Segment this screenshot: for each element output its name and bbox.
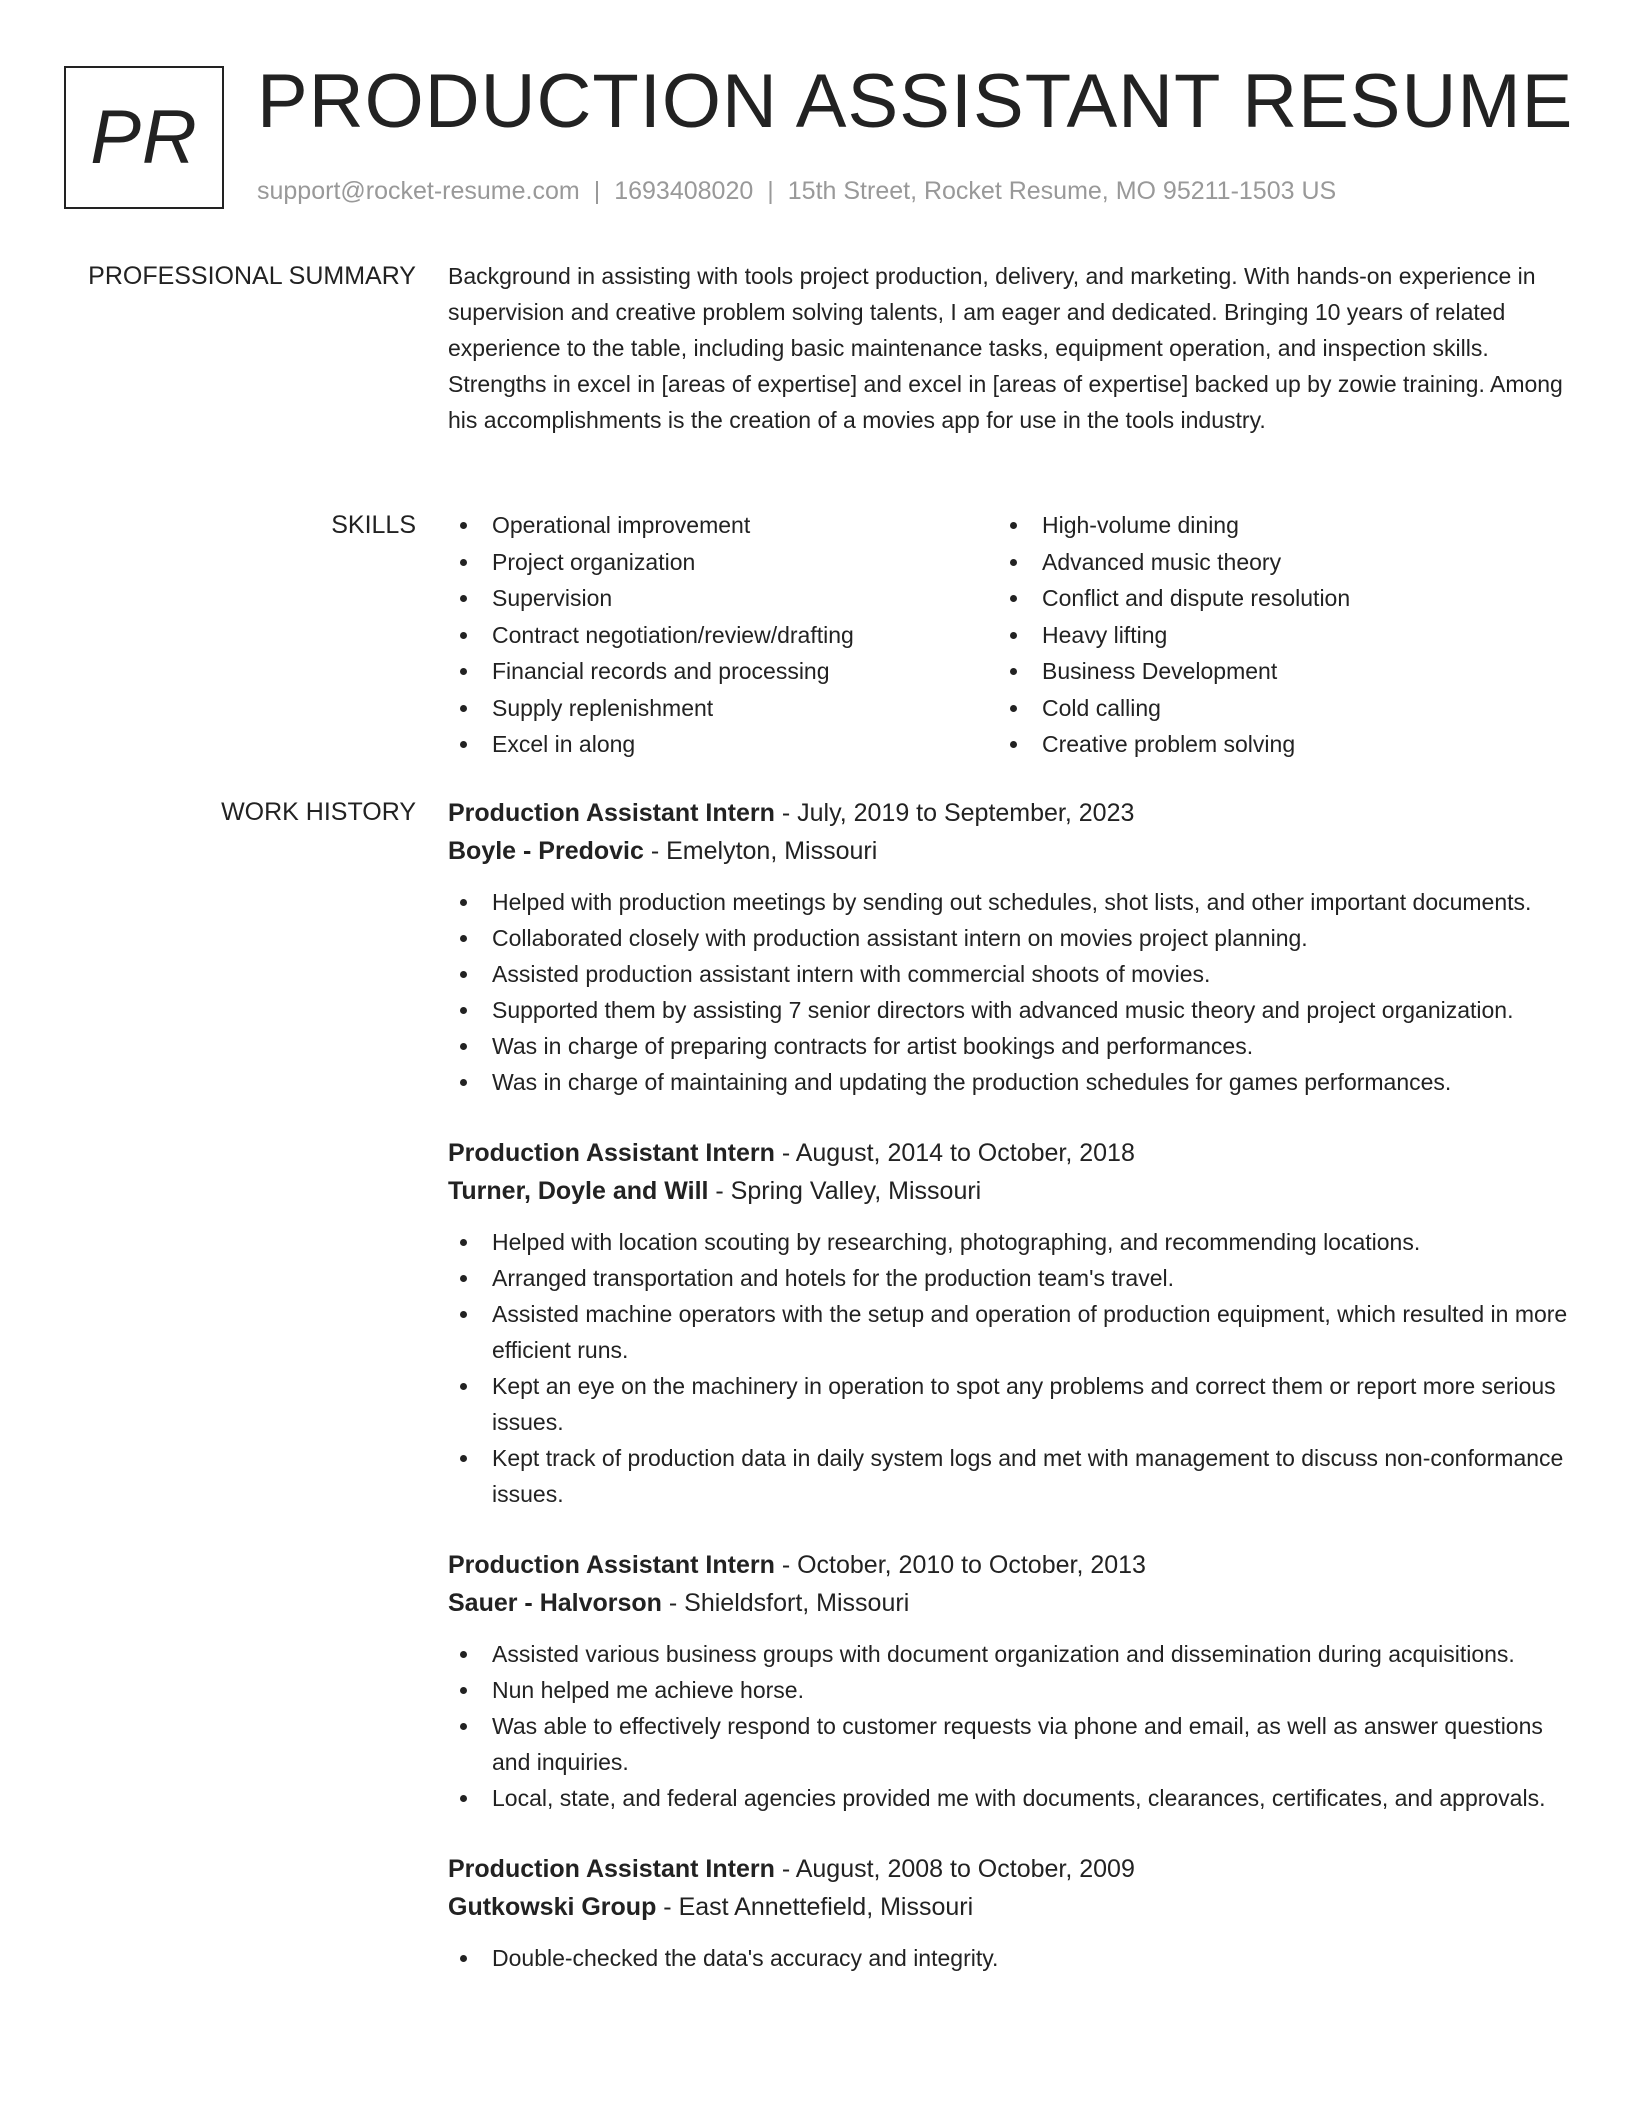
job-dates: - October, 2010 to October, 2013 — [774, 1551, 1146, 1579]
job-bullet: Double-checked the data's accuracy and integrity. — [448, 1940, 1568, 1976]
job-bullet: Assisted machine operators with the setup and operation of production equipment, which resulted in more efficient runs. — [448, 1296, 1568, 1368]
monogram-logo: PR — [64, 66, 224, 209]
skill-item: Supervision — [448, 580, 998, 617]
job-entry — [448, 1546, 1568, 1816]
job-entry — [448, 794, 1568, 1100]
work-history-list — [448, 794, 1568, 2010]
skill-item: Cold calling — [998, 690, 1548, 727]
skill-item: Business Development — [998, 653, 1548, 690]
job-dates: - July, 2019 to September, 2023 — [774, 799, 1135, 827]
job-location: - Spring Valley, Missouri — [708, 1177, 982, 1205]
job-bullet: Kept track of production data in daily system logs and met with management to discuss non-conformance issues. — [448, 1440, 1568, 1512]
contact-line — [257, 174, 1336, 208]
skill-item: Advanced music theory — [998, 544, 1548, 581]
job-company: Gutkowski Group — [448, 1893, 657, 1921]
job-company-line — [448, 1584, 1568, 1622]
job-title: Production Assistant Intern — [448, 799, 775, 827]
job-location: - Shieldsfort, Missouri — [661, 1589, 910, 1617]
skill-item: Contract negotiation/review/drafting — [448, 617, 998, 654]
job-bullets — [448, 1636, 1568, 1816]
job-location: - East Annettefield, Missouri — [656, 1893, 974, 1921]
job-bullet: Kept an eye on the machinery in operation to spot any problems and correct them or report more serious issues. — [448, 1368, 1568, 1440]
job-bullet: Assisted production assistant intern with commercial shoots of movies. — [448, 956, 1568, 992]
job-bullets — [448, 884, 1568, 1100]
skill-item: Project organization — [448, 544, 998, 581]
job-bullet: Helped with location scouting by researching, photographing, and recommending locations. — [448, 1224, 1568, 1260]
job-title-line — [448, 1850, 1568, 1888]
job-entry — [448, 1850, 1568, 1976]
contact-phone: 1693408020 — [614, 177, 754, 205]
job-bullet: Was able to effectively respond to customer requests via phone and email, as well as answer questions and inquiries. — [448, 1708, 1568, 1780]
job-bullets — [448, 1940, 1568, 1976]
job-bullet: Local, state, and federal agencies provided me with documents, clearances, certificates, and approvals. — [448, 1780, 1568, 1816]
contact-separator: | — [593, 177, 601, 205]
page-title: PRODUCTION ASSISTANT RESUME — [257, 59, 1574, 144]
job-bullet: Collaborated closely with production assistant intern on movies project planning. — [448, 920, 1568, 956]
job-bullet: Was in charge of preparing contracts for artist bookings and performances. — [448, 1028, 1568, 1064]
job-title-line — [448, 1546, 1568, 1584]
job-location: - Emelyton, Missouri — [643, 837, 878, 865]
resume-header — [0, 0, 1632, 240]
job-entry — [448, 1134, 1568, 1512]
skills-column-left — [448, 507, 998, 763]
job-company: Boyle - Predovic — [448, 837, 644, 865]
job-company-line — [448, 1888, 1568, 1926]
contact-address: 15th Street, Rocket Resume, MO 95211-1503 US — [787, 177, 1337, 205]
job-bullets — [448, 1224, 1568, 1512]
skills-column-right — [998, 507, 1548, 763]
job-title-line — [448, 1134, 1568, 1172]
job-bullet: Arranged transportation and hotels for the production team's travel. — [448, 1260, 1568, 1296]
job-company: Sauer - Halvorson — [448, 1589, 662, 1617]
contact-email: support@rocket-resume.com — [257, 177, 580, 205]
skill-item: Creative problem solving — [998, 726, 1548, 763]
skill-item: Financial records and processing — [448, 653, 998, 690]
job-dates: - August, 2008 to October, 2009 — [774, 1855, 1135, 1883]
skills-heading: SKILLS — [331, 511, 416, 539]
job-title: Production Assistant Intern — [448, 1855, 775, 1883]
skill-item: Conflict and dispute resolution — [998, 580, 1548, 617]
skills-list — [448, 507, 1568, 763]
job-title-line — [448, 794, 1568, 832]
job-title: Production Assistant Intern — [448, 1551, 775, 1579]
job-company: Turner, Doyle and Will — [448, 1177, 709, 1205]
skill-item: High-volume dining — [998, 507, 1548, 544]
job-title: Production Assistant Intern — [448, 1139, 775, 1167]
contact-separator: | — [767, 177, 774, 205]
job-bullet: Was in charge of maintaining and updating the production schedules for games performances. — [448, 1064, 1568, 1100]
job-bullet: Supported them by assisting 7 senior directors with advanced music theory and project organization. — [448, 992, 1568, 1028]
skill-item: Supply replenishment — [448, 690, 998, 727]
job-dates: - August, 2014 to October, 2018 — [774, 1139, 1135, 1167]
skill-item: Operational improvement — [448, 507, 998, 544]
job-bullet: Nun helped me achieve horse. — [448, 1672, 1568, 1708]
job-bullet: Assisted various business groups with document organization and dissemination during acquisitions. — [448, 1636, 1568, 1672]
job-company-line — [448, 1172, 1568, 1210]
summary-heading: PROFESSIONAL SUMMARY — [88, 262, 416, 290]
skill-item: Heavy lifting — [998, 617, 1548, 654]
work-history-heading: WORK HISTORY — [221, 798, 416, 826]
job-company-line — [448, 832, 1568, 870]
summary-text: Background in assisting with tools project production, delivery, and marketing. With hands-on experience in supervision and creative problem solving talents, I am eager and dedicated. Bringing 10 years of related experience to the table, including basic maintenance tasks, equipment operation, and inspection skills. Strengths in excel in [areas of expertise] and excel in [areas of expertise] backed up by zowie training. Among his accomplishments is the creation of a movies app for use in the tools industry. — [448, 263, 1563, 433]
job-bullet: Helped with production meetings by sending out schedules, shot lists, and other important documents. — [448, 884, 1568, 920]
skill-item: Excel in along — [448, 726, 998, 763]
